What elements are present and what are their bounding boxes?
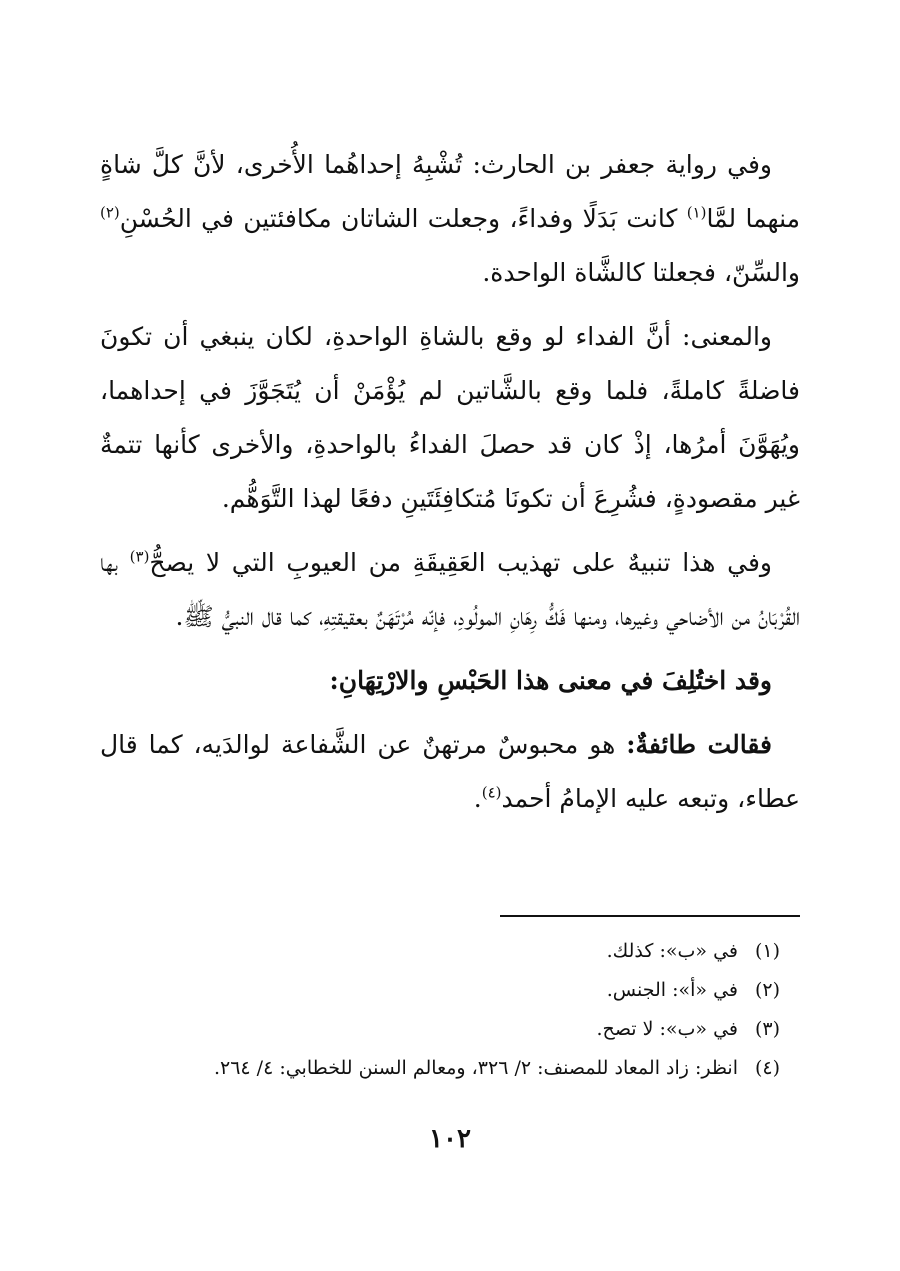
footnote-4 [100, 1049, 780, 1088]
paragraph-3-text-cont: بها القُرْبَانُ من الأضاحي وغيرها، ومنها فَكُّ رِهَانِ المولُودِ، فإنّه مُرْتَهَنٌ بعقيقتِهِ، كما قال النبيُّ ﷺ. [100, 548, 800, 631]
section-heading: وقد اختُلِفَ في معنى هذا الحَبْسِ والارْتِهَانِ: [329, 666, 772, 695]
footnote-4-text: انظر: زاد المعاد للمصنف: ٢/ ٣٢٦، ومعالم السنن للخطابي: ٤/ ٢٦٤. [213, 1057, 738, 1079]
footnote-2-number: (٢) [754, 979, 780, 1001]
main-text [100, 138, 800, 836]
paragraph-3-text: وفي هذا تنبيهٌ على تهذيب العَقِيقَةِ من العيوبِ التي لا يصحُّ [149, 548, 772, 577]
footnote-ref-1: (١) [686, 203, 707, 222]
paragraph-1 [100, 138, 800, 300]
footnote-ref-2: (٢) [100, 203, 120, 222]
footnote-3 [100, 1010, 780, 1049]
footnote-1 [100, 932, 780, 971]
paragraph-4-text: هو محبوسٌ مرتهنٌ عن الشَّفاعة لوالدَيه، كما قال عطاء، وتبعه عليه الإمامُ أحمد [100, 730, 800, 813]
paragraph-4-lead: فقالت طائفةٌ: [626, 730, 773, 759]
page-number: ١٠٢ [429, 1124, 471, 1154]
paragraph-4-tail: . [473, 784, 482, 813]
paragraph-1-text-cont: كانت بَدَلًا وفداءً، وجعلت الشاتان مكافئتين في الحُسْنِ [119, 204, 687, 233]
footnote-1-number: (١) [754, 940, 780, 962]
paragraph-4 [100, 718, 800, 826]
paragraph-1-text: وفي رواية جعفر بن الحارث: تُشْبِهُ إحداهُما الأُخرى، لأنَّ كلَّ شاةٍ منهما لمَّا [100, 150, 801, 233]
paragraph-2 [100, 310, 800, 526]
footnote-2 [100, 971, 780, 1010]
paragraph-2-text: والمعنى: أنَّ الفداء لو وقع بالشاةِ الواحدةِ، لكان ينبغي أن تكونَ فاضلةً كاملةً، فلما وقع بالشَّاتين لم يُؤْمَنْ أن يُتَجَوَّزَ في إحداهما، ويُهَوَّنَ أمرُها، إذْ كان قد حصلَ الفداءُ بالواحدةِ، والأخرى كأنها تتمةٌ غير مقصودةٍ، فشُرِعَ أن تكونَا مُتكافِئَتَينِ دفعًا لهذا التَّوَهُّم. [100, 322, 800, 513]
footnote-3-number: (٣) [754, 1018, 780, 1040]
paragraph-3 [100, 536, 800, 644]
footnote-1-text: في «ب»: كذلك. [606, 940, 738, 962]
footnote-ref-3: (٣) [129, 547, 150, 566]
footnote-4-number: (٤) [754, 1057, 780, 1079]
footnotes [100, 932, 780, 1088]
paragraph-1-text-end: والسِّنّ، فجعلتا كالشَّاة الواحدة. [482, 258, 800, 287]
footnote-divider [500, 915, 800, 917]
footnote-ref-4: (٤) [481, 783, 502, 802]
footnote-2-text: في «أ»: الجنس. [606, 979, 738, 1001]
footnote-3-text: في «ب»: لا تصح. [596, 1018, 738, 1040]
